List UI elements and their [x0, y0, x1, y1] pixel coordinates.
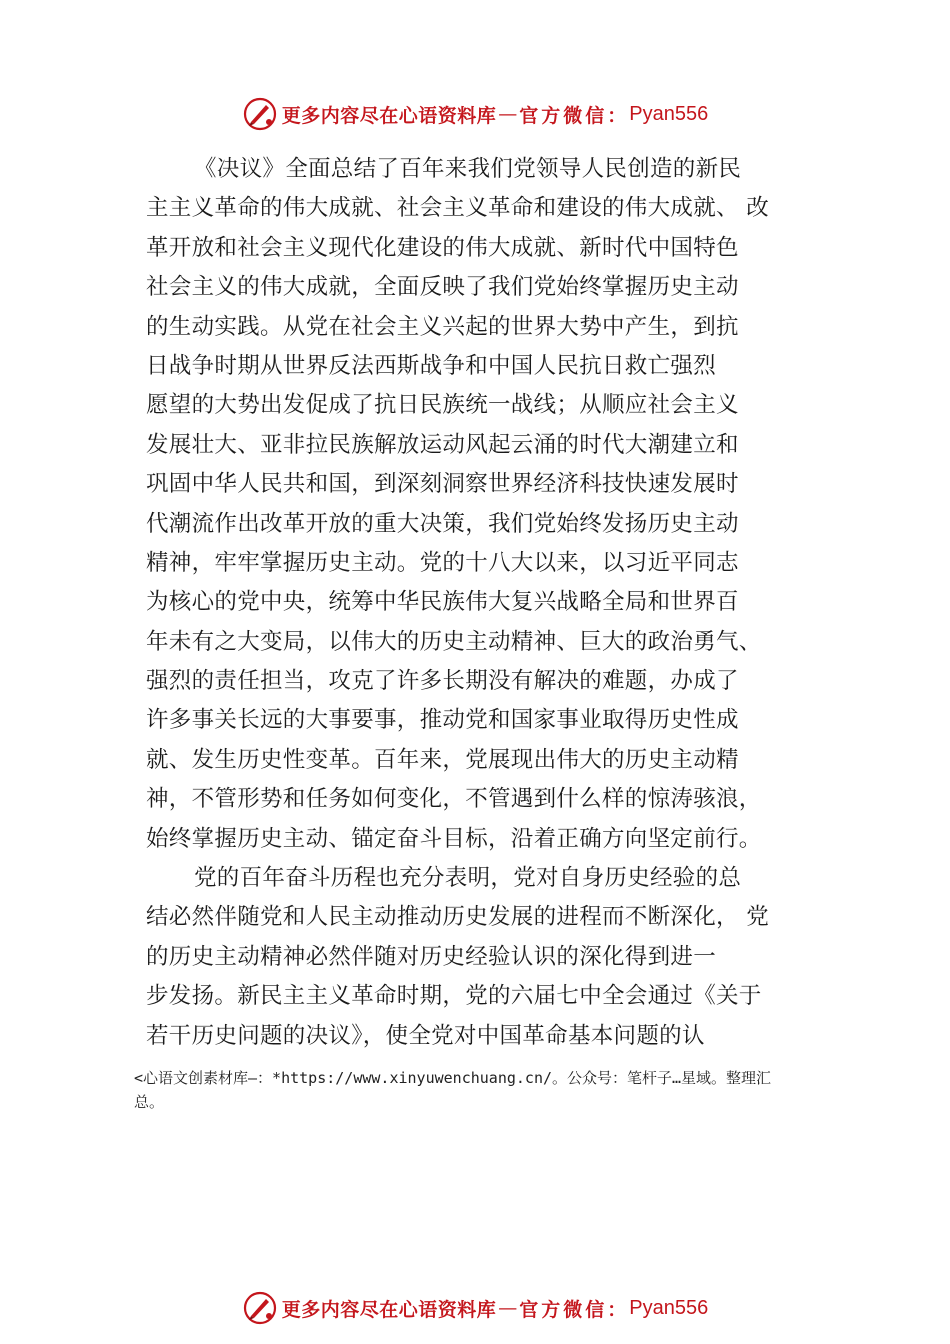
banner-title: 更多内容尽在心语资料库 — [281, 104, 497, 127]
banner-wechat-label: 官方微信： — [519, 1298, 630, 1321]
footer-line: 总。 — [134, 1093, 165, 1111]
text-line: 日战争时期从世界反法西斯战争和中国人民抗日救亡强烈 — [146, 352, 717, 379]
text-line: 结必然伴随党和人民主动推动历史发展的进程而不断深化， 党 — [146, 904, 770, 931]
text-line: 为核心的党中央，统筹中华民族伟大复兴战略全局和世界百 — [146, 589, 739, 616]
text-line: 的历史主动精神必然伴随对历史经验认识的深化得到进一 — [146, 943, 717, 970]
text-line: 年未有之大变局，以伟大的历史主动精神、巨大的政治勇气、 — [146, 628, 762, 655]
text-line: 代潮流作出改革开放的重大决策，我们党始终发扬历史主动 — [146, 510, 739, 537]
text-line: 始终掌握历史主动、锚定奋斗目标，沿着正确方向坚定前行。 — [146, 825, 762, 852]
text-line: 神，不管形势和任务如何变化，不管遇到什么样的惊涛骇浪， — [146, 786, 762, 813]
text-line: 主主义革命的伟大成就、社会主义革命和建设的伟大成就、 改 — [146, 195, 770, 222]
text-line: 巩固中华人民共和国，到深刻洞察世界经济科技快速发展时 — [146, 471, 739, 498]
banner-dash: — — [498, 1297, 518, 1319]
text-line: 愿望的大势出发促成了抗日民族统一战线；从顺应社会主义 — [146, 392, 739, 419]
text-line: 的生动实践。从党在社会主义兴起的世界大势中产生，到抗 — [146, 313, 739, 340]
text-line: 强烈的责任担当，攻克了许多长期没有解决的难题，办成了 — [146, 668, 739, 695]
header-banner — [0, 94, 950, 134]
pen-seal-logo-icon — [242, 1290, 278, 1326]
text-line: 党的百年奋斗历程也充分表明，党对自身历史经验的总 — [194, 865, 742, 892]
footer-line: <心语文创素材库—：*https://www.xinyuwenchuang.cn/。公众号：笔杆子…星域。整理汇 — [134, 1069, 772, 1087]
footer-note — [134, 1066, 834, 1114]
text-line: 若干历史问题的决议》，使全党对中国革命基本问题的认 — [146, 1022, 705, 1049]
text-line: 发展壮大、亚非拉民族解放运动风起云涌的时代大潮建立和 — [146, 431, 739, 458]
banner-wechat-label: 官方微信： — [519, 104, 630, 127]
banner-wechat-id: Pyan556 — [629, 102, 709, 125]
text-line: 革开放和社会主义现代化建设的伟大成就、新时代中国特色 — [146, 234, 739, 261]
text-line: 社会主义的伟大成就，全面反映了我们党始终掌握历史主动 — [146, 274, 739, 301]
document-body — [146, 150, 826, 1056]
banner-wechat-id: Pyan556 — [629, 1296, 709, 1319]
text-line: 《决议》全面总结了百年来我们党领导人民创造的新民 — [194, 156, 742, 182]
text-line: 就、发生历史性变革。百年来，党展现出伟大的历史主动精 — [146, 746, 739, 773]
pen-seal-logo-icon — [242, 96, 278, 132]
text-line: 精神，牢牢掌握历史主动。党的十八大以来，以习近平同志 — [146, 549, 739, 576]
text-line: 许多事关长远的大事要事，推动党和国家事业取得历史性成 — [146, 707, 739, 734]
text-line: 步发扬。新民主主义革命时期，党的六届七中全会通过《关于 — [146, 983, 762, 1010]
footer-banner — [0, 1288, 950, 1328]
banner-title: 更多内容尽在心语资料库 — [281, 1298, 497, 1321]
banner-dash: — — [498, 103, 518, 125]
